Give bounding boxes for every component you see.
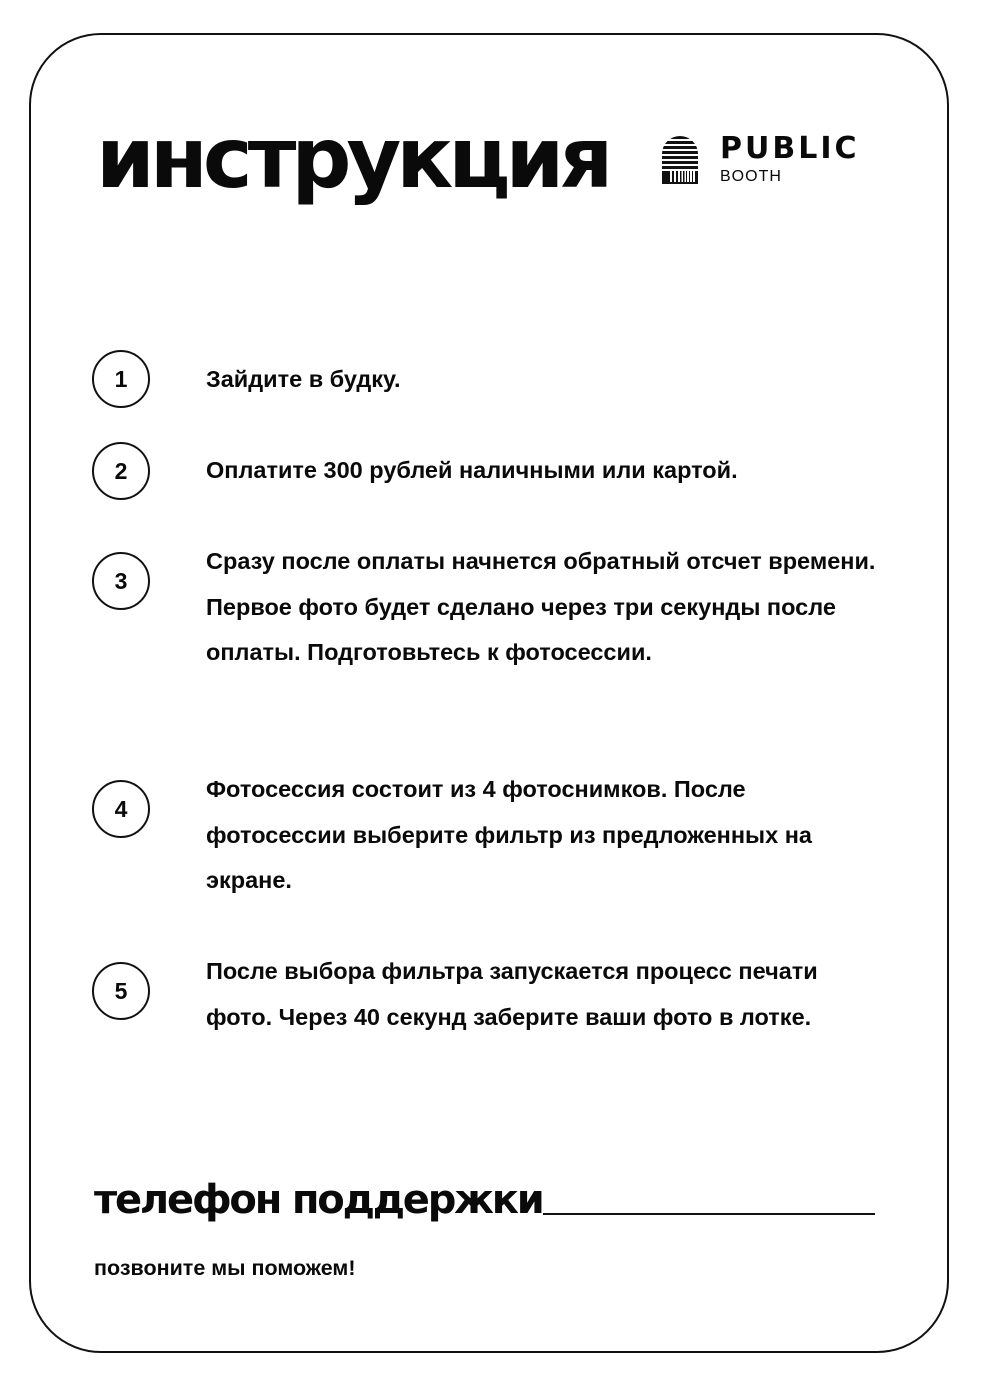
logo-wordmark: PUBLIC [720,131,860,166]
step-text: Фотосессия состоит из 4 фотоснимков. После фотосессии выберите фильтр из предложенных на экране. [206,776,812,893]
step-number-badge: 2 [92,442,150,500]
phone-number-blank-line [543,1213,875,1215]
instruction-card [29,33,949,1353]
support-subtitle: позвоните мы поможем! [94,1256,356,1280]
support-phone-title: телефон поддержки [94,1177,543,1223]
step-text: Зайдите в будку. [206,366,401,392]
booth-arch-icon [662,136,698,184]
step-text: Сразу после оплаты начнется обратный отсчет времени. Первое фото будет сделано через три секунды после оплаты. Подготовьтесь к фотосессии. [206,548,876,665]
step-text: Оплатите 300 рублей наличными или картой. [206,457,738,483]
step-text: После выбора фильтра запускается процесс печати фото. Через 40 секунд заберите ваши фото в лотке. [206,958,818,1030]
logo-subtitle: BOOTH [720,168,782,185]
step-number-badge: 1 [92,350,150,408]
brand-logo [662,131,882,186]
step-number-badge: 4 [92,780,150,838]
page-title: инструкция [96,109,609,207]
step-number-badge: 3 [92,552,150,610]
step-number-badge: 5 [92,962,150,1020]
